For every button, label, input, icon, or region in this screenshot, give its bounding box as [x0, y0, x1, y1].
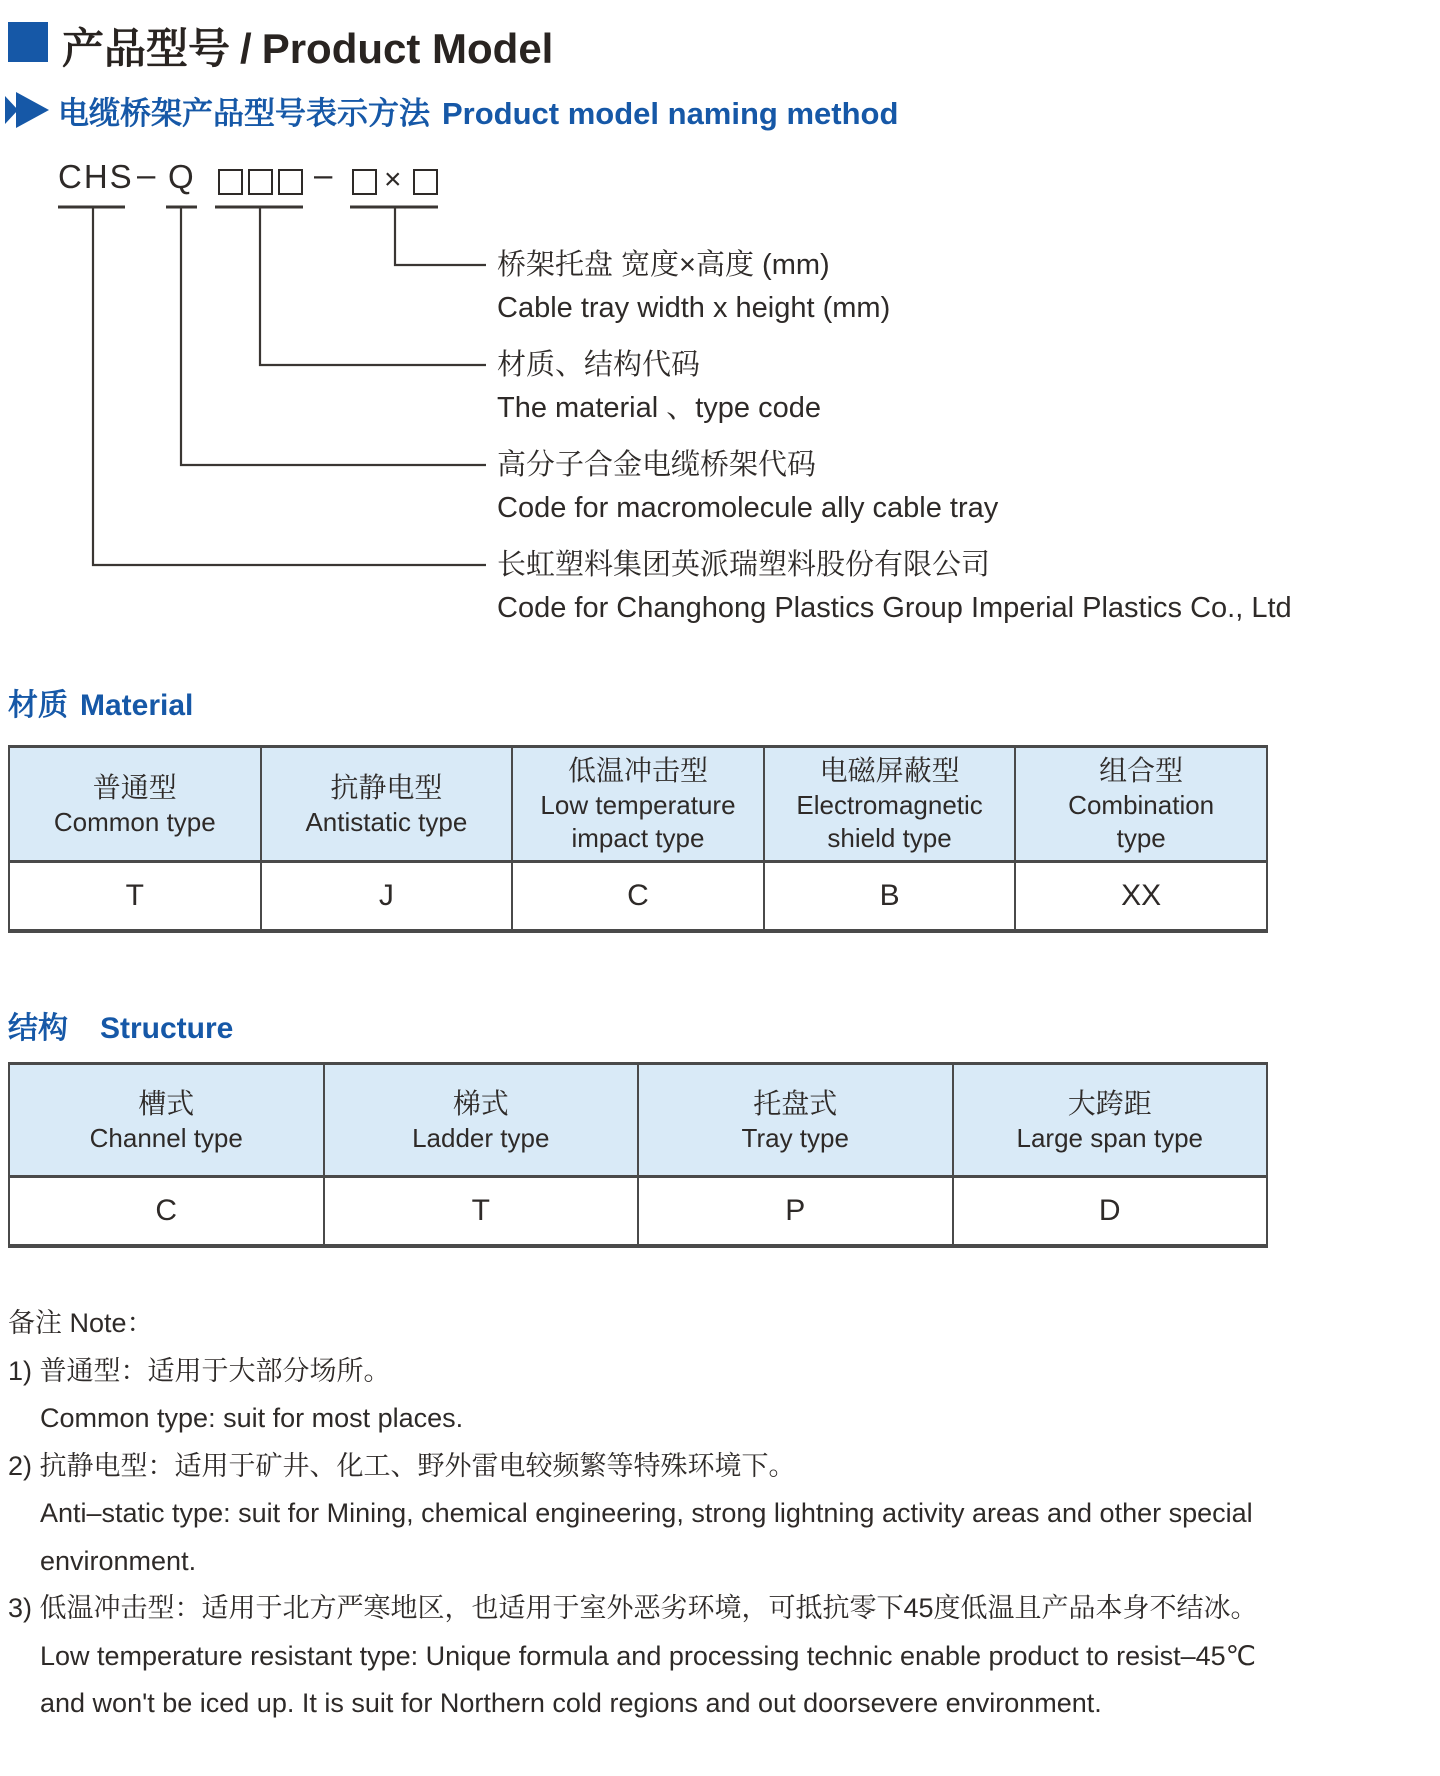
diagram-label-tray-code-zh: 高分子合金电缆桥架代码: [497, 449, 817, 481]
diagram-label-size-zh: 桥架托盘 宽度×高度 (mm): [497, 249, 830, 281]
placeholder-box-width: [352, 169, 377, 195]
note-2-zh: 2) 抗静电型：适用于矿井、化工、野外雷电较频繁等特殊环境下。: [8, 1450, 796, 1481]
model-dash-1: –: [137, 156, 158, 193]
diagram-label-material-code-en: The material 、type code: [497, 392, 821, 424]
notes-heading: 备注 Note：: [8, 1308, 154, 1338]
structure-code-tray: P: [637, 1178, 952, 1244]
diagram-label-tray-code-en: Code for macromolecule ally cable tray: [497, 492, 999, 524]
page-title-zh: 产品型号: [62, 25, 231, 72]
diagram-label-size: [497, 244, 890, 330]
structure-heading: [8, 1003, 233, 1047]
note-2-en-line2: environment.: [40, 1545, 197, 1576]
material-col-common-en: Common type: [53, 806, 216, 837]
diagram-label-company: [497, 544, 1292, 630]
material-col-antistatic-zh: 抗静电型: [330, 771, 443, 803]
material-code-combination: XX: [1014, 863, 1268, 929]
page-subtitle-en: Product model naming method: [442, 96, 899, 131]
structure-heading-en: Structure: [100, 1012, 234, 1045]
material-col-shield-zh: 电磁屏蔽型: [819, 755, 960, 786]
placeholder-box-3: [278, 169, 303, 195]
page-title-separator: /: [240, 25, 252, 72]
material-table-code-row: [8, 863, 1268, 929]
material-col-antistatic: [260, 748, 512, 860]
model-naming-diagram: [0, 0, 1440, 680]
structure-col-largespan-zh: 大跨距: [1067, 1087, 1152, 1119]
material-code-common: T: [8, 863, 260, 929]
structure-col-largespan: [952, 1065, 1269, 1175]
placeholder-box-2: [248, 169, 273, 195]
material-heading-zh: 材质: [8, 689, 68, 722]
note-1-zh: 1) 普通型：适用于大部分场所。: [8, 1355, 391, 1386]
material-col-lowtemp: [511, 748, 763, 860]
placeholder-box-height: [413, 169, 438, 195]
note-2-en-line1: Anti–static type: suit for Mining, chemical engineering, strong lightning activity areas and other special: [40, 1498, 1253, 1528]
material-col-combination-en: Combination type: [1068, 790, 1215, 853]
structure-col-ladder: [323, 1065, 638, 1175]
material-code-antistatic: J: [260, 863, 512, 929]
material-col-antistatic-en: Antistatic type: [305, 806, 468, 837]
notes-section: [8, 1300, 1432, 1728]
structure-col-tray: [637, 1065, 952, 1175]
structure-col-tray-zh: 托盘式: [753, 1087, 838, 1119]
material-heading-en: Material: [80, 689, 194, 722]
note-3-en-line2: and won't be iced up. It is suit for Northern cold regions and out doorsevere environment.: [40, 1688, 1102, 1718]
material-col-combination-zh: 组合型: [1099, 755, 1184, 786]
material-table: [8, 745, 1268, 933]
structure-table: [8, 1062, 1268, 1248]
structure-heading-zh: 结构: [8, 1012, 68, 1045]
material-col-lowtemp-zh: 低温冲击型: [567, 755, 708, 786]
structure-table-code-row: [8, 1178, 1268, 1244]
structure-code-ladder: T: [323, 1178, 638, 1244]
model-company-code: CHS: [58, 158, 134, 195]
note-3-zh: 3) 低温冲击型：适用于北方严寒地区，也适用于室外恶劣环境，可抵抗零下45度低温且产品本身不结冰。: [8, 1593, 1258, 1623]
model-dash-2: –: [314, 156, 335, 193]
diagram-label-company-en: Code for Changhong Plastics Group Imperial Plastics Co., Ltd: [497, 592, 1292, 624]
diagram-label-company-zh: 长虹塑料集团英派瑞塑料股份有限公司: [497, 549, 991, 581]
structure-col-channel-en: Channel type: [89, 1122, 243, 1153]
material-col-common-zh: 普通型: [92, 771, 177, 803]
material-heading: [8, 680, 193, 724]
material-col-combination: [1014, 748, 1268, 860]
material-col-lowtemp-en: Low temperature impact type: [540, 790, 736, 853]
diagram-label-material-code: [497, 344, 821, 430]
page-subtitle-zh: 电缆桥架产品型号表示方法: [58, 96, 430, 131]
diagram-label-size-en: Cable tray width x height (mm): [497, 292, 891, 324]
placeholder-box-1: [218, 169, 243, 195]
structure-col-tray-en: Tray type: [741, 1122, 849, 1153]
page-title-en: Product Model: [261, 25, 554, 72]
structure-col-ladder-en: Ladder type: [412, 1122, 550, 1153]
structure-table-header-row: [8, 1065, 1268, 1178]
diagram-label-tray-code: [497, 444, 998, 530]
structure-col-ladder-zh: 梯式: [452, 1087, 509, 1119]
material-col-shield: [763, 748, 1015, 860]
note-1-en: Common type: suit for most places.: [40, 1403, 464, 1433]
model-series-code: Q: [168, 158, 196, 195]
material-code-lowtemp: C: [511, 863, 763, 929]
structure-code-channel: C: [8, 1178, 323, 1244]
diagram-label-material-code-zh: 材质、结构代码: [497, 349, 701, 381]
structure-code-largespan: D: [952, 1178, 1269, 1244]
structure-col-channel-zh: 槽式: [138, 1087, 195, 1119]
note-3-en-line1: Low temperature resistant type: Unique formula and processing technic enable product to resist–45℃: [40, 1640, 1256, 1671]
structure-col-channel: [8, 1065, 323, 1175]
material-code-shield: B: [763, 863, 1015, 929]
material-col-shield-en: Electromagnetic shield type: [796, 790, 983, 853]
structure-col-largespan-en: Large span type: [1016, 1122, 1203, 1153]
material-col-common: [8, 748, 260, 860]
multiply-sign: ×: [384, 163, 402, 196]
material-table-header-row: [8, 748, 1268, 863]
